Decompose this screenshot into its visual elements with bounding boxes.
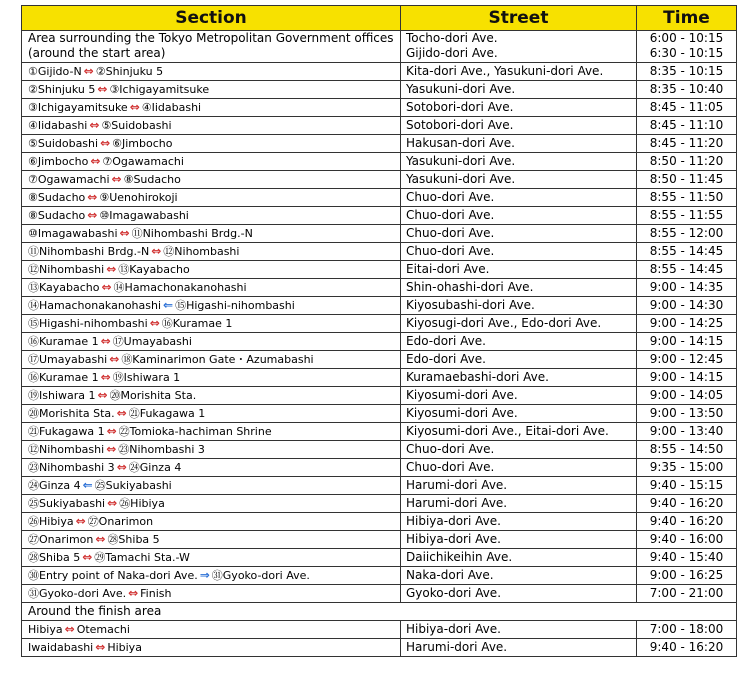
street-cell: Hibiya-dori Ave.	[401, 621, 637, 639]
table-row-start-area	[22, 31, 737, 63]
section-to: ⑯Kuramae 1	[161, 317, 233, 330]
direction-arrow-icon: ⇔	[107, 496, 118, 510]
direction-arrow-icon: ⇔	[82, 550, 93, 564]
direction-arrow-icon: ⇔	[111, 172, 122, 186]
section-from: Iwaidabashi	[28, 641, 94, 654]
time-cell: 9:00 - 14:15	[637, 369, 737, 387]
time-cell: 7:00 - 18:00	[637, 621, 737, 639]
time-cell: 9:40 - 15:40	[637, 549, 737, 567]
section-cell	[22, 423, 401, 441]
time-cell: 9:40 - 16:20	[637, 639, 737, 657]
section-to: ㉖Hibiya	[119, 497, 165, 510]
section-from: Hibiya	[28, 623, 63, 636]
table-row	[22, 477, 737, 495]
section-cell	[22, 297, 401, 315]
time-cell: 9:40 - 16:00	[637, 531, 737, 549]
section-from: ③Ichigayamitsuke	[28, 101, 128, 114]
section-cell	[22, 459, 401, 477]
street-cell: Chuo-dori Ave.	[401, 441, 637, 459]
time-cell: 9:40 - 15:15	[637, 477, 737, 495]
street-cell: Shin-ohashi-dori Ave.	[401, 279, 637, 297]
section-cell	[22, 279, 401, 297]
section-cell	[22, 441, 401, 459]
section-to: Otemachi	[76, 623, 130, 636]
table-row	[22, 495, 737, 513]
street-cell: Harumi-dori Ave.	[401, 495, 637, 513]
direction-arrow-icon: ⇔	[97, 82, 108, 96]
direction-arrow-icon: ⇔	[89, 118, 100, 132]
section-cell	[22, 621, 401, 639]
time-cell: 9:00 - 13:40	[637, 423, 737, 441]
time-cell: 7:00 - 21:00	[637, 585, 737, 603]
section-cell	[22, 531, 401, 549]
street-cell: Naka-dori Ave.	[401, 567, 637, 585]
street-cell: Eitai-dori Ave.	[401, 261, 637, 279]
section-to: ⑧Sudacho	[123, 173, 181, 186]
table-row	[22, 531, 737, 549]
time-cell: 9:00 - 14:05	[637, 387, 737, 405]
section-cell	[22, 495, 401, 513]
table-row	[22, 297, 737, 315]
time-cell: 8:35 - 10:15	[637, 63, 737, 81]
direction-arrow-icon: ⇔	[64, 622, 75, 636]
section-to: ㉗Onarimon	[87, 515, 154, 528]
street-cell	[401, 31, 637, 63]
section-to: ⑲Ishiwara 1	[112, 371, 181, 384]
time-cell: 8:50 - 11:45	[637, 171, 737, 189]
table-body	[22, 31, 737, 657]
section-from: ①Gijido-N	[28, 65, 82, 78]
street-cell: Hibiya-dori Ave.	[401, 531, 637, 549]
section-to: ⑭Hamachonakanohashi	[113, 281, 247, 294]
table-row	[22, 369, 737, 387]
section-cell	[22, 63, 401, 81]
table-row	[22, 621, 737, 639]
time-cell: 9:35 - 15:00	[637, 459, 737, 477]
time-cell: 8:55 - 12:00	[637, 225, 737, 243]
street-cell: Chuo-dori Ave.	[401, 189, 637, 207]
time-cell: 9:00 - 16:25	[637, 567, 737, 585]
section-cell	[22, 369, 401, 387]
road-closure-table	[21, 5, 737, 657]
direction-arrow-icon: ⇔	[119, 226, 130, 240]
street-cell: Edo-dori Ave.	[401, 351, 637, 369]
section-to: Hibiya	[107, 641, 142, 654]
time-cell: 9:00 - 14:25	[637, 315, 737, 333]
section-cell	[22, 567, 401, 585]
direction-arrow-icon: ⇔	[106, 262, 117, 276]
section-to: ⑫Nihombashi	[163, 245, 240, 258]
section-from: ㉗Onarimon	[28, 533, 94, 546]
direction-arrow-icon: ⇐	[82, 478, 93, 492]
section-to: ⑮Higashi-nihombashi	[175, 299, 295, 312]
table-row	[22, 351, 737, 369]
direction-arrow-icon: ⇔	[75, 514, 86, 528]
street-line: Tocho-dori Ave.	[406, 31, 498, 45]
table-row	[22, 387, 737, 405]
table-row	[22, 585, 737, 603]
section-to: ⑨Uenohirokoji	[99, 191, 178, 204]
finish-area-heading: Around the finish area	[22, 603, 737, 621]
table-row	[22, 567, 737, 585]
direction-arrow-icon: ⇔	[100, 136, 111, 150]
street-cell: Sotobori-dori Ave.	[401, 117, 637, 135]
section-cell	[22, 225, 401, 243]
table-row	[22, 207, 737, 225]
section-to: ㉑Fukagawa 1	[128, 407, 206, 420]
section-from: ⑩Imagawabashi	[28, 227, 118, 240]
street-cell: Kita-dori Ave., Yasukuni-dori Ave.	[401, 63, 637, 81]
time-cell: 8:55 - 14:50	[637, 441, 737, 459]
section-to: ㉙Tamachi Sta.-W	[94, 551, 190, 564]
street-cell: Kiyosubashi-dori Ave.	[401, 297, 637, 315]
direction-arrow-icon: ⇔	[87, 190, 98, 204]
section-cell	[22, 261, 401, 279]
section-to: ⑳Morishita Sta.	[109, 389, 197, 402]
direction-arrow-icon: ⇔	[95, 640, 106, 654]
section-to: ⑱Kaminarimon Gate・Azumabashi	[121, 353, 314, 366]
header-row	[22, 6, 737, 31]
section-cell	[22, 639, 401, 657]
section-from: ㉖Hibiya	[28, 515, 74, 528]
street-cell: Kuramaebashi-dori Ave.	[401, 369, 637, 387]
street-cell: Sotobori-dori Ave.	[401, 99, 637, 117]
street-line: Gijido-dori Ave.	[406, 46, 498, 60]
direction-arrow-icon: ⇔	[106, 442, 117, 456]
street-cell: Kiyosumi-dori Ave.	[401, 387, 637, 405]
section-cell	[22, 351, 401, 369]
section-cell	[22, 207, 401, 225]
section-from: ⑮Higashi-nihombashi	[28, 317, 148, 330]
table-row	[22, 513, 737, 531]
direction-arrow-icon: ⇔	[109, 352, 120, 366]
section-to: ⑦Ogawamachi	[102, 155, 184, 168]
street-cell: Yasukuni-dori Ave.	[401, 153, 637, 171]
section-cell	[22, 585, 401, 603]
street-cell: Chuo-dori Ave.	[401, 243, 637, 261]
table-row	[22, 441, 737, 459]
time-cell: 9:00 - 12:45	[637, 351, 737, 369]
direction-arrow-icon: ⇔	[90, 154, 101, 168]
section-from: ⑭Hamachonakanohashi	[28, 299, 162, 312]
street-cell: Edo-dori Ave.	[401, 333, 637, 351]
direction-arrow-icon: ⇔	[116, 406, 127, 420]
time-cell: 8:55 - 11:50	[637, 189, 737, 207]
section-to: Finish	[140, 587, 172, 600]
section-to: ㉛Gyoko-dori Ave.	[211, 569, 310, 582]
direction-arrow-icon: ⇔	[151, 244, 162, 258]
street-cell: Chuo-dori Ave.	[401, 207, 637, 225]
direction-arrow-icon: ⇔	[95, 532, 106, 546]
street-cell: Chuo-dori Ave.	[401, 459, 637, 477]
street-cell: Gyoko-dori Ave.	[401, 585, 637, 603]
time-cell: 8:55 - 14:45	[637, 243, 737, 261]
section-from: ⑯Kuramae 1	[28, 371, 99, 384]
time-cell: 9:00 - 14:15	[637, 333, 737, 351]
section-cell	[22, 477, 401, 495]
direction-arrow-icon: ⇔	[149, 316, 160, 330]
time-cell: 8:35 - 10:40	[637, 81, 737, 99]
section-from: ⑫Nihombashi	[28, 443, 105, 456]
direction-arrow-icon: ⇔	[101, 280, 112, 294]
finish-area-heading-row	[22, 603, 737, 621]
street-cell: Yasukuni-dori Ave.	[401, 171, 637, 189]
time-cell: 8:55 - 11:55	[637, 207, 737, 225]
section-from: ㉚Entry point of Naka-dori Ave.	[28, 569, 198, 582]
section-to: ㉔Ginza 4	[128, 461, 182, 474]
table-row	[22, 225, 737, 243]
section-cell	[22, 243, 401, 261]
table-row	[22, 243, 737, 261]
section-from: ⑤Suidobashi	[28, 137, 99, 150]
section-from: ②Shinjuku 5	[28, 83, 96, 96]
time-header: Time	[637, 6, 737, 31]
section-to: ⑤Suidobashi	[101, 119, 172, 132]
section-to: ③Ichigayamitsuke	[109, 83, 210, 96]
section-cell	[22, 81, 401, 99]
section-cell	[22, 405, 401, 423]
section-cell	[22, 189, 401, 207]
section-from: ⑧Sudacho	[28, 209, 86, 222]
time-cell: 8:45 - 11:20	[637, 135, 737, 153]
section-from: ⑦Ogawamachi	[28, 173, 110, 186]
section-to: ⑬Kayabacho	[118, 263, 190, 276]
section-from: ⑰Umayabashi	[28, 353, 108, 366]
section-from: ㉕Sukiyabashi	[28, 497, 106, 510]
direction-arrow-icon: ⇔	[83, 64, 94, 78]
table-row	[22, 279, 737, 297]
section-from: ④Iidabashi	[28, 119, 88, 132]
section-header: Section	[22, 6, 401, 31]
street-cell: Daiichikeihin Ave.	[401, 549, 637, 567]
street-cell: Chuo-dori Ave.	[401, 225, 637, 243]
street-cell: Yasukuni-dori Ave.	[401, 81, 637, 99]
time-cell: 8:55 - 14:45	[637, 261, 737, 279]
section-cell	[22, 513, 401, 531]
direction-arrow-icon: ⇔	[129, 100, 140, 114]
table-row	[22, 549, 737, 567]
street-cell: Harumi-dori Ave.	[401, 477, 637, 495]
section-from: ㉓Nihombashi 3	[28, 461, 115, 474]
direction-arrow-icon: ⇔	[100, 334, 111, 348]
section-from: ⑯Kuramae 1	[28, 335, 99, 348]
table-row	[22, 99, 737, 117]
section-from: ⑬Kayabacho	[28, 281, 100, 294]
table-row	[22, 261, 737, 279]
direction-arrow-icon: ⇐	[163, 298, 174, 312]
time-cell: 9:40 - 16:20	[637, 495, 737, 513]
section-from: ⑧Sudacho	[28, 191, 86, 204]
direction-arrow-icon: ⇔	[87, 208, 98, 222]
table-row	[22, 117, 737, 135]
section-to: ㉒Tomioka-hachiman Shrine	[118, 425, 272, 438]
direction-arrow-icon: ⇔	[97, 388, 108, 402]
section-cell	[22, 315, 401, 333]
section-to: ⑰Umayabashi	[112, 335, 192, 348]
time-cell: 8:45 - 11:05	[637, 99, 737, 117]
section-from: ⑥Jimbocho	[28, 155, 89, 168]
table-row	[22, 153, 737, 171]
table-row	[22, 315, 737, 333]
section-from: ㉑Fukagawa 1	[28, 425, 105, 438]
section-to: ②Shinjuku 5	[95, 65, 164, 78]
section-cell: Area surrounding the Tokyo Metropolitan Government offices (around the start area)	[22, 31, 401, 63]
direction-arrow-icon: ⇔	[106, 424, 117, 438]
time-line: 6:00 - 10:15	[649, 31, 724, 45]
section-cell	[22, 135, 401, 153]
table-row	[22, 333, 737, 351]
street-cell: Kiyosugi-dori Ave., Edo-dori Ave.	[401, 315, 637, 333]
street-header: Street	[401, 6, 637, 31]
section-to: ㉕Sukiyabashi	[94, 479, 172, 492]
time-line: 6:30 - 10:15	[649, 46, 724, 60]
section-to: ㉓Nihombashi 3	[118, 443, 205, 456]
direction-arrow-icon: ⇔	[116, 460, 127, 474]
direction-arrow-icon: ⇔	[128, 586, 139, 600]
section-from: ⑫Nihombashi	[28, 263, 105, 276]
section-from: ㉛Gyoko-dori Ave.	[28, 587, 127, 600]
section-to: ④Iidabashi	[141, 101, 202, 114]
time-cell	[637, 31, 737, 63]
section-cell	[22, 153, 401, 171]
direction-arrow-icon: ⇔	[100, 370, 111, 384]
section-to: ⑩Imagawabashi	[99, 209, 189, 222]
section-from: ⑪Nihombashi Brdg.-N	[28, 245, 150, 258]
time-cell: 8:45 - 11:10	[637, 117, 737, 135]
table-row	[22, 81, 737, 99]
table-row	[22, 135, 737, 153]
section-cell	[22, 387, 401, 405]
table-row	[22, 423, 737, 441]
section-cell	[22, 117, 401, 135]
table-row	[22, 459, 737, 477]
section-cell	[22, 333, 401, 351]
section-to: ㉘Shiba 5	[107, 533, 160, 546]
section-to: ⑥Jimbocho	[112, 137, 173, 150]
time-cell: 9:00 - 13:50	[637, 405, 737, 423]
time-cell: 9:40 - 16:20	[637, 513, 737, 531]
section-from: ⑲Ishiwara 1	[28, 389, 96, 402]
table-row	[22, 189, 737, 207]
direction-arrow-icon: ⇒	[199, 568, 210, 582]
time-cell: 9:00 - 14:30	[637, 297, 737, 315]
street-cell: Hakusan-dori Ave.	[401, 135, 637, 153]
table-row	[22, 171, 737, 189]
street-cell: Kiyosumi-dori Ave., Eitai-dori Ave.	[401, 423, 637, 441]
table-row	[22, 405, 737, 423]
section-cell	[22, 99, 401, 117]
time-cell: 9:00 - 14:35	[637, 279, 737, 297]
street-cell: Kiyosumi-dori Ave.	[401, 405, 637, 423]
table-row	[22, 639, 737, 657]
street-cell: Hibiya-dori Ave.	[401, 513, 637, 531]
table-row	[22, 63, 737, 81]
section-cell	[22, 549, 401, 567]
street-cell: Harumi-dori Ave.	[401, 639, 637, 657]
section-from: ㉘Shiba 5	[28, 551, 81, 564]
section-to: ⑪Nihombashi Brdg.-N	[131, 227, 253, 240]
section-from: ⑳Morishita Sta.	[28, 407, 115, 420]
section-cell	[22, 171, 401, 189]
section-from: ㉔Ginza 4	[28, 479, 81, 492]
time-cell: 8:50 - 11:20	[637, 153, 737, 171]
